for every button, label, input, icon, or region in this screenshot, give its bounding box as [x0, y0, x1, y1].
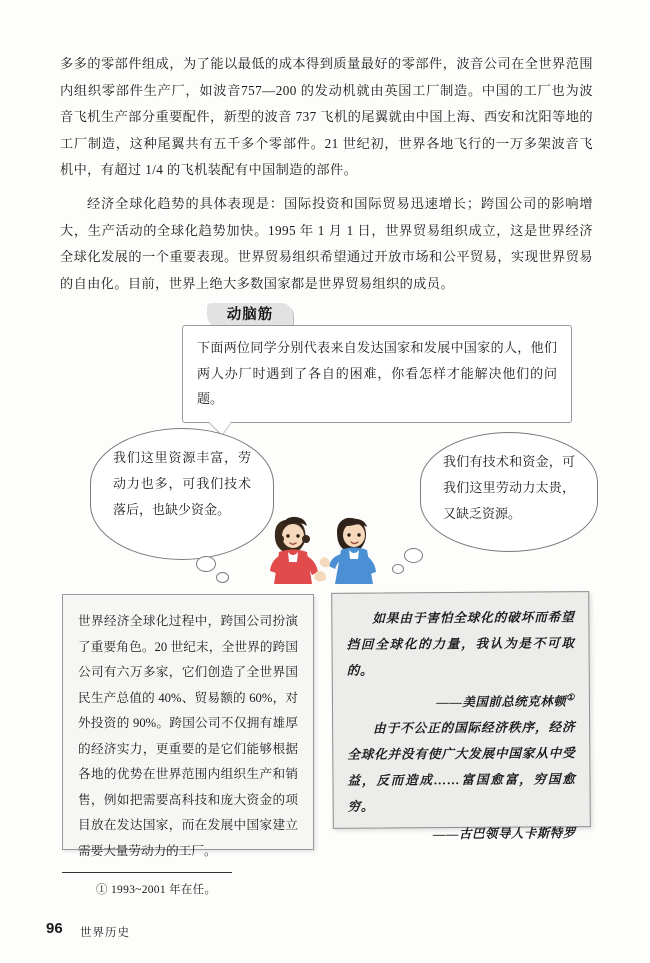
book-title-footer: 世界历史	[80, 927, 130, 939]
attribution-text: ——美国前总统克林顿	[436, 694, 567, 710]
activity-prompt-box: 下面两位同学分别代表来自发达国家和发展中国家的人，他们两人办厂时遇到了各自的困难，你看怎样才能解决他们的问题。	[182, 325, 572, 423]
paragraph-continued: 多多的零部件组成，为了能以最低的成本得到质量最好的零部件，波音公司在全世界范围内组织零部件生产厂，如波音757—200 的发动机就由英国工厂制造。中国的工厂也为波音飞机生产部分重要配件，新型的波音 737 飞机的尾翼就由中国上海、西安和沈阳等地的工厂制造，这种尾翼共有五千多个零部件。21 世纪初，世界各地飞行的一万多架波音飞机中，有超过 1/4 的飞机装配有中国制造的部件。	[60, 56, 593, 178]
quote-castro-text: 由于不公正的国际经济秩序，经济全球化并没有使广大发展中国家从中受益，反而造成……富国愈富，穷国愈穷。	[347, 720, 576, 814]
thought-bubble-right-tail-large	[404, 548, 423, 563]
page-number: 96	[46, 920, 63, 937]
panel-transnational-corporations: 世界经济全球化过程中，跨国公司扮演了重要角色。20 世纪末，全世界的跨国公司有六万多家，它们创造了全世界国民生产总值的 40%、贸易额的 60%，对外投资的 90%。跨国公司不仅拥有雄厚的经济实力，更重要的是它们能够根据各地的优势在世界范围内组织生产和销售，例如把需要高科技和庞大资金的项目放在发达国家，而在发展中国家建立需要大量劳动力的工厂。	[62, 594, 314, 850]
activity-label: 动脑筋	[207, 303, 293, 327]
thought-bubble-right: 我们有技术和资金，可我们这里劳动力太贵，又缺乏资源。	[420, 432, 598, 552]
students-illustration	[255, 494, 395, 586]
thought-bubble-left-tail-large	[196, 556, 216, 572]
quote-castro-attribution: ——古巴领导人卡斯特罗	[432, 826, 576, 842]
footnote-divider	[62, 872, 232, 873]
footnote-marker: ①	[566, 692, 575, 703]
quote-clinton-attribution	[347, 684, 575, 716]
footnote-text: ① 1993~2001 年在任。	[96, 884, 217, 896]
paragraph-globalization: 经济全球化趋势的具体表现是：国际投资和国际贸易迅速增长；跨国公司的影响增大，生产活动的全球化趋势加快。1995 年 1 月 1 日，世界贸易组织成立，这是世界经济全球化发展的一个重要表现。世界贸易组织希望通过开放市场和公平贸易，实现世界贸易的自由化。目前，世界上绝大多数国家都是世界贸易组织的成员。	[60, 196, 593, 291]
thought-bubble-left: 我们这里资源丰富，劳动力也多，可我们技术落后，也缺少资金。	[90, 428, 274, 560]
quote-clinton-text: 如果由于害怕全球化的破坏而希望挡回全球化的力量，我认为是不可取的。	[346, 610, 575, 678]
thought-bubble-left-tail-small	[216, 572, 229, 583]
panel-quotations	[331, 591, 591, 842]
